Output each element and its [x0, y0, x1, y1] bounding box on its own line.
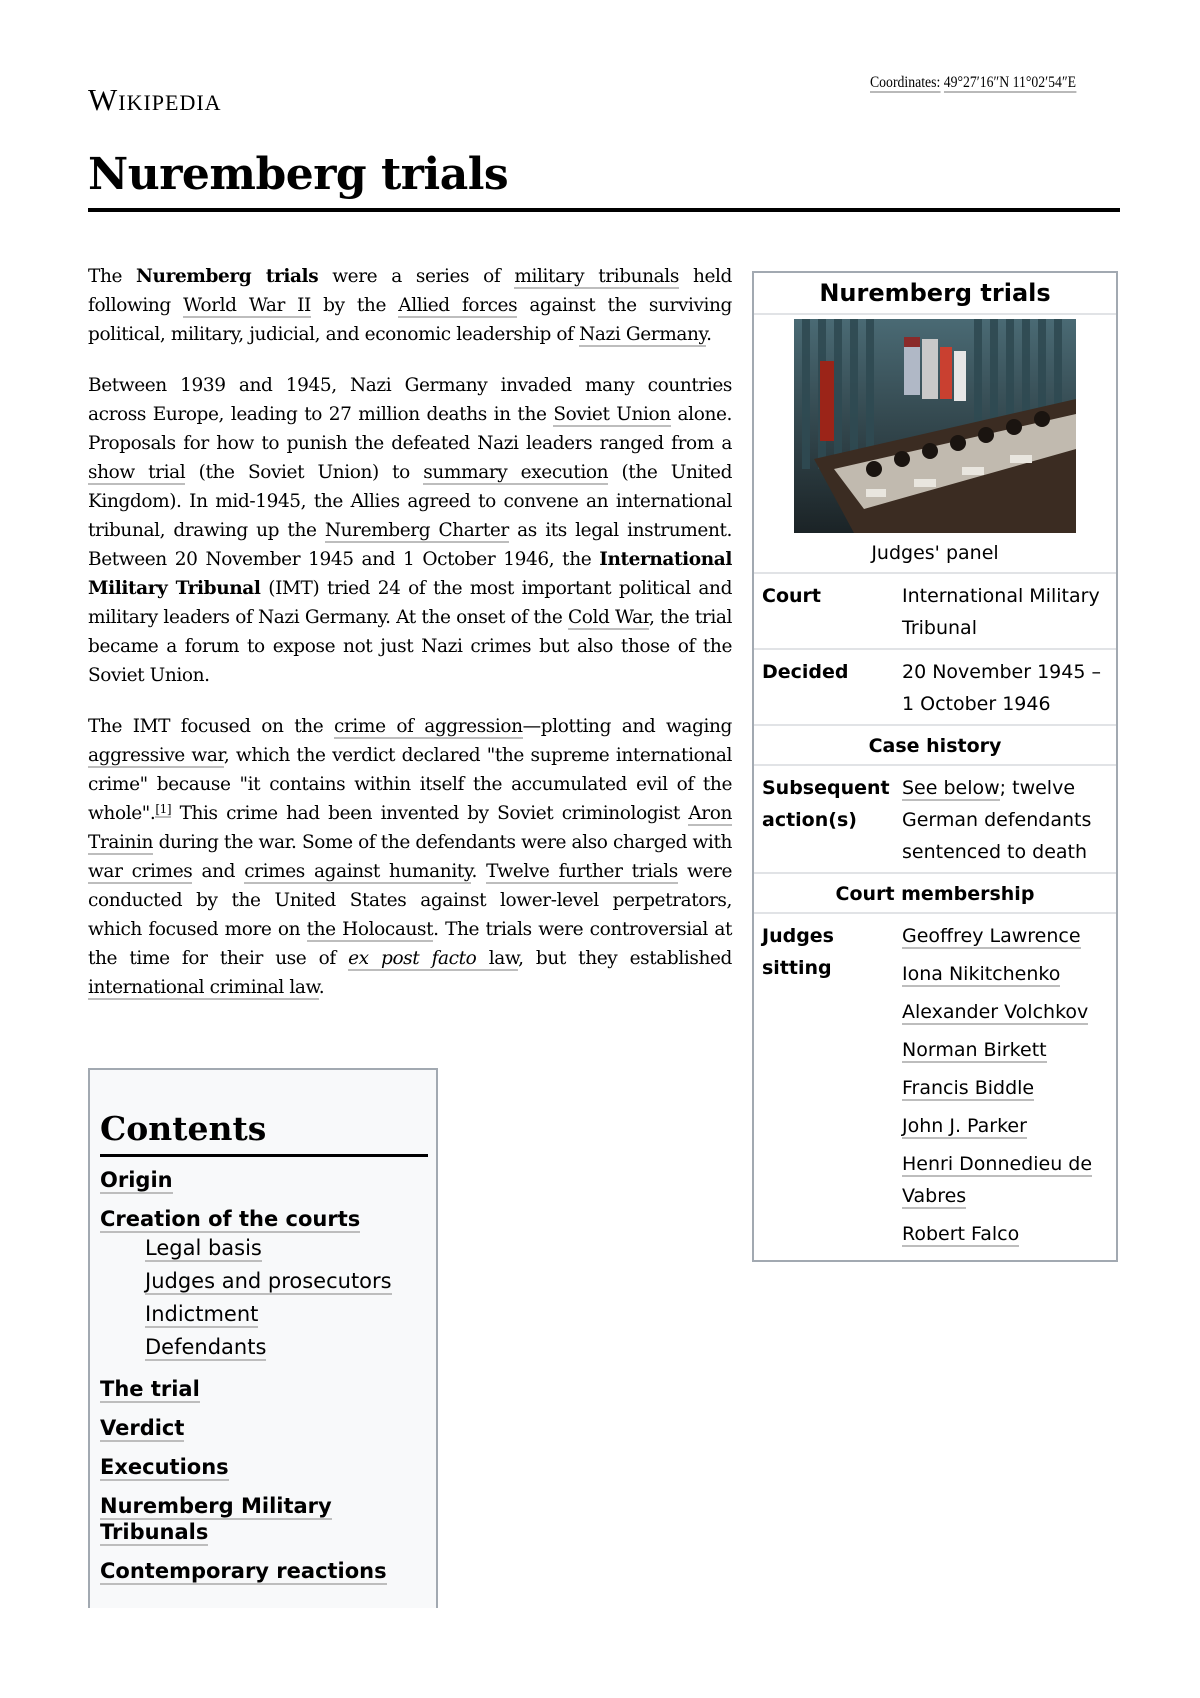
infobox-image[interactable]	[754, 315, 1116, 538]
judges-list	[902, 920, 1108, 1256]
article-link[interactable]: the Holocaust	[306, 919, 434, 940]
text-run: This crime had been invented by Soviet criminologist	[171, 803, 689, 824]
toc-item-label: Verdict	[100, 1416, 185, 1440]
judge-name: Geoffrey Lawrence	[902, 925, 1081, 947]
text-run: held following	[88, 266, 732, 316]
judge-link[interactable]	[902, 996, 1108, 1028]
text-run: . The trials were controversial at the time for their use of	[88, 919, 732, 969]
decided-value: 20 November 1945 – 1 October 1946	[902, 661, 1101, 715]
infobox-title: Nuremberg trials	[754, 273, 1116, 315]
toc-item-label: Indictment	[145, 1302, 259, 1326]
court-value: International Military Tribunal	[902, 585, 1100, 639]
article-link[interactable]: war crimes	[88, 861, 193, 882]
article-link[interactable]: Twelve further trials	[486, 861, 678, 882]
article-link[interactable]: show trial	[88, 462, 186, 483]
page-title: Nuremberg trials	[88, 146, 1120, 212]
text-run: , but they established	[518, 948, 732, 969]
text-run: (IMT) tried 24 of the most important political and military leaders of Nazi Germany. At the onset of the	[88, 578, 733, 628]
subsequent-value	[902, 772, 1108, 868]
article-link[interactable]: ex post facto	[348, 948, 477, 969]
toc-item-label: Executions	[100, 1455, 229, 1479]
court-label: Court	[762, 585, 821, 607]
court-membership-heading: Court membership	[754, 874, 1116, 914]
decided-label: Decided	[762, 661, 849, 683]
infobox	[752, 271, 1118, 1262]
toc-item-label: Creation of the courts	[100, 1207, 361, 1231]
article-link[interactable]: aggressive war	[88, 745, 224, 766]
text-run: The	[88, 266, 137, 287]
judge-name: John J. Parker	[902, 1115, 1027, 1137]
text-run: , the trial became a forum to expose not just Nazi crimes but also those of the Soviet Union.	[88, 607, 732, 686]
toc-item[interactable]	[145, 1268, 428, 1294]
text-run: were conducted by the United States against lower-level perpetrators, which focused more on	[88, 861, 732, 940]
bold-term: Nuremberg trials	[136, 266, 319, 287]
text-run: during the war. Some of the defendants were also charged with	[153, 832, 732, 853]
toc-item-label: Contemporary reactions	[100, 1559, 387, 1583]
toc-item[interactable]	[100, 1454, 428, 1480]
judge-name: Robert Falco	[902, 1223, 1020, 1245]
text-run: Between 1939 and 1945, Nazi Germany invaded many countries across Europe, leading to 27 million deaths in the	[88, 375, 732, 425]
see-below-link[interactable]: See below	[902, 777, 1000, 799]
article-link[interactable]: Nuremberg Charter	[324, 520, 509, 541]
toc-item[interactable]	[100, 1415, 428, 1441]
article-link[interactable]: Aron Trainin	[88, 803, 732, 853]
citation-ref[interactable]: [1]	[155, 802, 172, 816]
article-link[interactable]: World War II	[183, 295, 311, 316]
toc-item[interactable]	[145, 1301, 428, 1327]
toc-item[interactable]	[145, 1334, 428, 1360]
text-run: against the surviving political, military, judicial, and economic leadership of	[88, 295, 732, 345]
toc-item[interactable]	[100, 1167, 428, 1193]
text-run: by the	[310, 295, 399, 316]
toc-item-label: Judges and prosecutors	[145, 1269, 392, 1293]
infobox-image-caption: Judges' panel	[754, 538, 1116, 574]
toc-item-label: Defendants	[145, 1335, 267, 1359]
text-run: , which the verdict declared "the supreme international crime" because "it contains within itself the accumulated evil of the whole".	[88, 745, 732, 824]
text-run: and	[192, 861, 245, 882]
coordinates-label[interactable]: Coordinates:	[870, 74, 941, 91]
bold-term: International Military Tribunal	[88, 549, 732, 599]
judge-link[interactable]	[902, 1034, 1108, 1066]
judge-name: Norman Birkett	[902, 1039, 1047, 1061]
article-link[interactable]: Cold War	[568, 607, 650, 628]
toc-item[interactable]	[100, 1493, 428, 1545]
wikipedia-wordmark: Wikipedia	[88, 82, 222, 117]
coordinates-value[interactable]: 49°27′16″N 11°02′54″E	[943, 74, 1077, 91]
text-run: The IMT focused on the	[88, 716, 334, 737]
toc-item[interactable]	[100, 1206, 428, 1232]
courtroom-photo[interactable]	[794, 319, 1076, 533]
infobox-row-subsequent	[754, 766, 1116, 874]
subsequent-label: Subsequent action(s)	[762, 777, 890, 831]
text-run: (the Soviet Union) to	[185, 462, 424, 483]
judge-link[interactable]	[902, 920, 1108, 952]
judge-link[interactable]	[902, 1072, 1108, 1104]
text-run: (the United Kingdom). In mid-1945, the Allies agreed to convene an international tribunal, drawing up the	[88, 462, 733, 541]
intro-paragraph-3	[88, 712, 732, 1002]
coordinates	[870, 74, 1076, 92]
judge-link[interactable]	[902, 958, 1108, 990]
toc-title: Contents	[100, 1108, 428, 1157]
article-link[interactable]: crimes against humanity	[244, 861, 472, 882]
article-link[interactable]: summary execution	[423, 462, 609, 483]
text-run: alone. Proposals for how to punish the defeated Nazi leaders ranged from a	[88, 404, 732, 454]
case-history-heading: Case history	[754, 726, 1116, 766]
wikipedia-logo[interactable]	[88, 84, 222, 115]
toc-list	[100, 1167, 428, 1584]
intro-paragraph-1	[88, 262, 732, 349]
judges-label: Judges sitting	[762, 925, 834, 979]
toc-item-label: The trial	[100, 1377, 200, 1401]
toc-item-label: Nuremberg Military Tribunals	[100, 1494, 332, 1544]
table-of-contents	[88, 1068, 438, 1608]
toc-item-label: Legal basis	[145, 1236, 262, 1260]
judge-name: Henri Donnedieu de Vabres	[902, 1153, 1093, 1207]
text-run: .	[471, 861, 487, 882]
judge-link[interactable]	[902, 1148, 1108, 1212]
subsequent-text: ; twelve German defendants sentenced to death	[902, 777, 1092, 863]
toc-item[interactable]	[100, 1558, 428, 1584]
article-link[interactable]: Nazi Germany	[579, 324, 707, 345]
article-body	[88, 262, 732, 1024]
article-link[interactable]: Allied forces	[398, 295, 518, 316]
article-link[interactable]: Soviet Union	[553, 404, 671, 425]
article-link[interactable]: military tribunals	[514, 266, 679, 287]
intro-paragraph-2	[88, 371, 732, 690]
article-link[interactable]: law	[476, 948, 519, 969]
toc-item[interactable]	[145, 1235, 428, 1261]
judge-name: Iona Nikitchenko	[902, 963, 1061, 985]
judge-link[interactable]	[902, 1110, 1108, 1142]
text-run: .	[706, 324, 712, 345]
text-run: were a series of	[318, 266, 515, 287]
judge-name: Alexander Volchkov	[902, 1001, 1089, 1023]
article-link[interactable]: international criminal law	[88, 977, 319, 998]
judge-link[interactable]	[902, 1218, 1108, 1250]
toc-item-label: Origin	[100, 1168, 173, 1192]
text-run: —plotting and waging	[522, 716, 732, 737]
judge-name: Francis Biddle	[902, 1077, 1035, 1099]
text-run: as its legal instrument. Between 20 November 1945 and 1 October 1946, the	[88, 520, 732, 570]
toc-item[interactable]	[100, 1376, 428, 1402]
infobox-row-judges	[754, 914, 1116, 1260]
infobox-row-court	[754, 574, 1116, 650]
text-run: .	[318, 977, 325, 998]
infobox-row-decided	[754, 650, 1116, 726]
article-link[interactable]: crime of aggression	[334, 716, 523, 737]
